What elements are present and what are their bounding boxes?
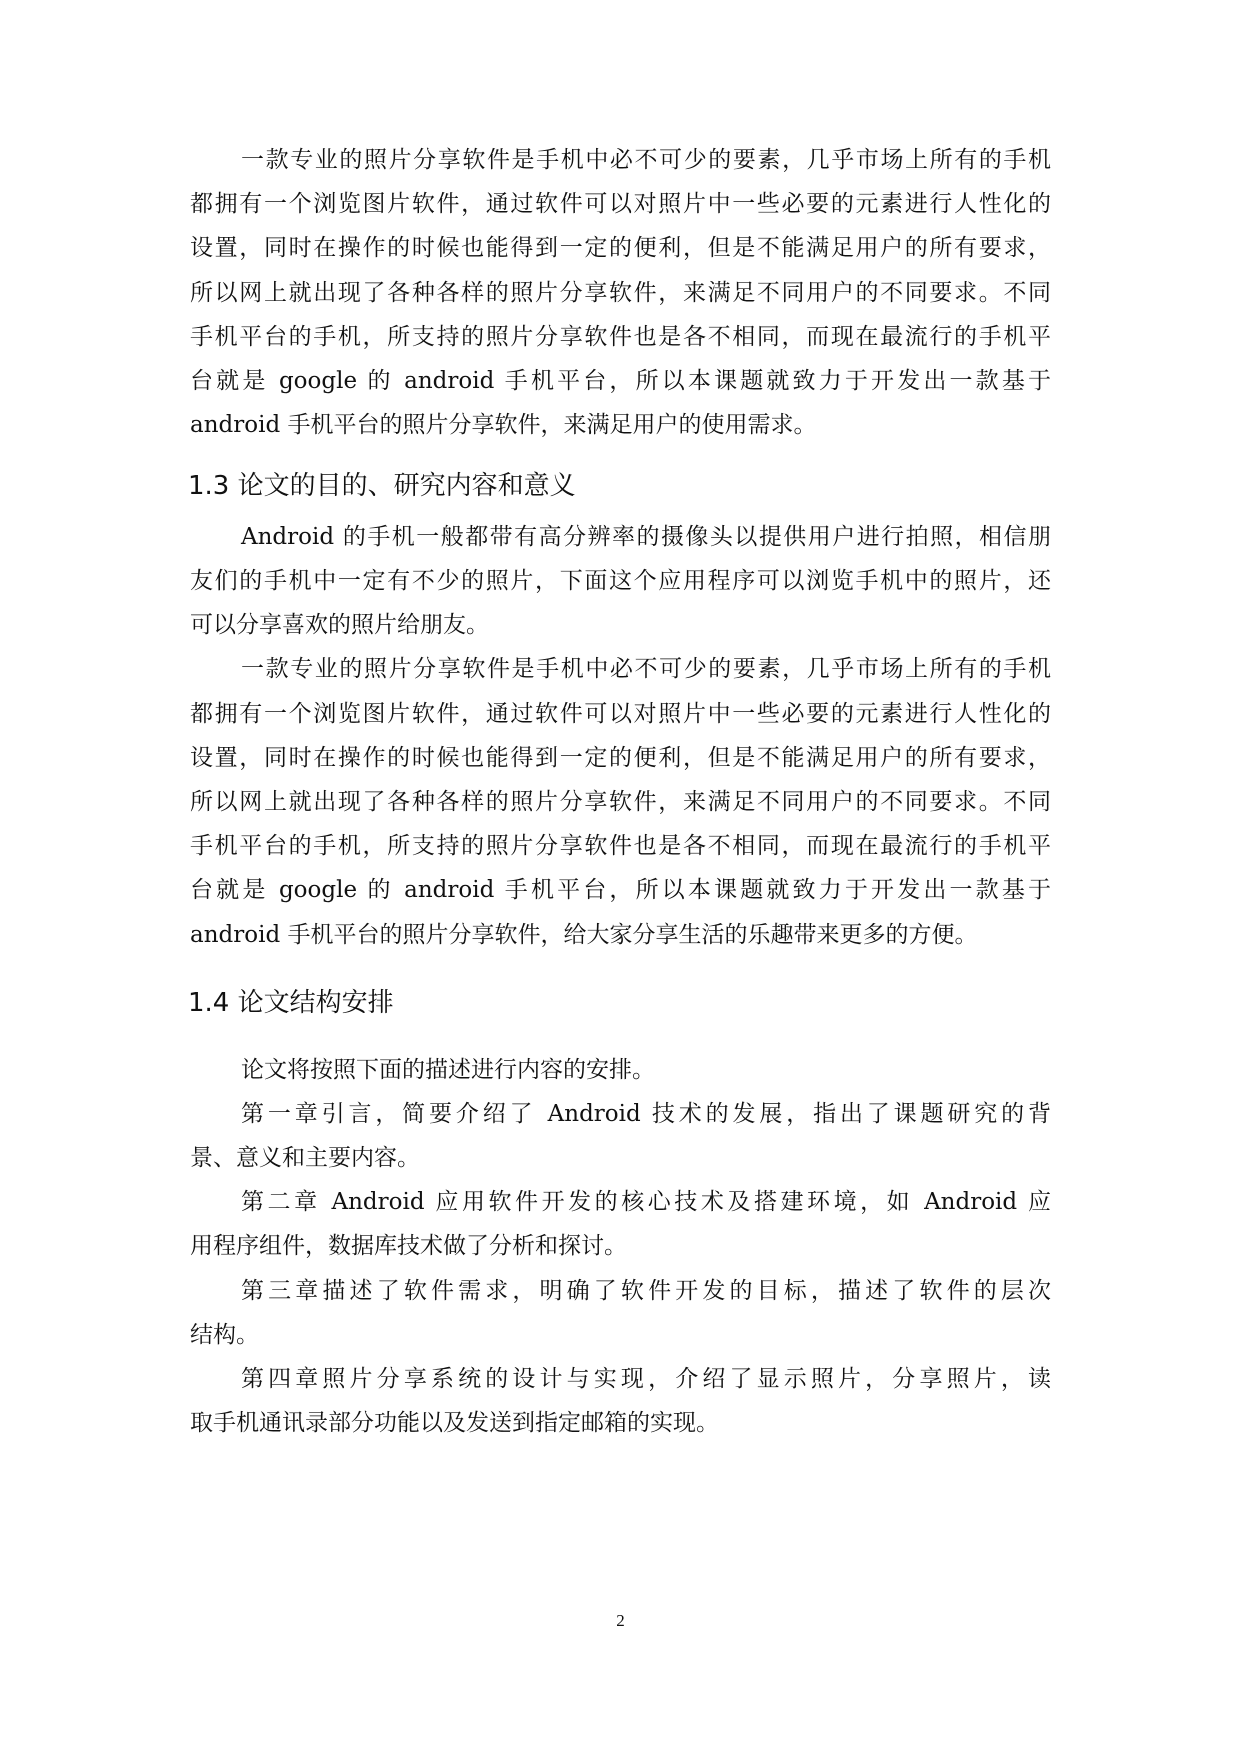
chapter-2-summary-line-2: 用程序组件，数据库技术做了分析和探讨。 xyxy=(190,1233,627,1259)
paragraph-1-line-4: 所以网上就出现了各种各样的照片分享软件，来满足不同用户的不同要求。不同 xyxy=(190,280,1051,306)
section-1-3-paragraph-b-line-1: 一款专业的照片分享软件是手机中必不可少的要素，几乎市场上所有的手机 xyxy=(241,656,1051,682)
paragraph-1-line-5: 手机平台的手机，所支持的照片分享软件也是各不相同，而现在最流行的手机平 xyxy=(190,324,1051,350)
section-1-3-paragraph-b-line-7: android 手机平台的照片分享软件，给大家分享生活的乐趣带来更多的方便。 xyxy=(190,922,978,948)
chapter-2-summary-line-1: 第二章 Android 应用软件开发的核心技术及搭建环境，如 Android 应 xyxy=(241,1189,1051,1215)
chapter-1-summary-line-2: 景、意义和主要内容。 xyxy=(190,1145,420,1171)
paragraph-1-line-3: 设置，同时在操作的时候也能得到一定的便利，但是不能满足用户的所有要求， xyxy=(190,235,1051,261)
chapter-4-summary-line-2: 取手机通讯录部分功能以及发送到指定邮箱的实现。 xyxy=(190,1410,719,1436)
paragraph-1-line-2: 都拥有一个浏览图片软件，通过软件可以对照片中一些必要的元素进行人性化的 xyxy=(190,191,1051,217)
section-heading-1-3: 1.3 论文的目的、研究内容和意义 xyxy=(188,471,576,501)
chapter-4-summary-line-1: 第四章照片分享系统的设计与实现，介绍了显示照片，分享照片，读 xyxy=(241,1366,1051,1392)
section-1-3-paragraph-b-line-4: 所以网上就出现了各种各样的照片分享软件，来满足不同用户的不同要求。不同 xyxy=(190,789,1051,815)
section-heading-1-4: 1.4 论文结构安排 xyxy=(188,988,394,1018)
section-1-3-paragraph-b-line-6: 台就是 google 的 android 手机平台，所以本课题就致力于开发出一款基于 xyxy=(190,877,1051,903)
section-1-3-paragraph-b-line-5: 手机平台的手机，所支持的照片分享软件也是各不相同，而现在最流行的手机平 xyxy=(190,833,1051,859)
section-1-4-intro-line: 论文将按照下面的描述进行内容的安排。 xyxy=(241,1057,655,1083)
chapter-3-summary-line-2: 结构。 xyxy=(190,1322,259,1348)
section-1-3-paragraph-a-line-1: Android 的手机一般都带有高分辨率的摄像头以提供用户进行拍照，相信朋 xyxy=(241,524,1051,550)
chapter-3-summary-line-1: 第三章描述了软件需求，明确了软件开发的目标，描述了软件的层次 xyxy=(241,1278,1051,1304)
paragraph-1-line-6: 台就是 google 的 android 手机平台，所以本课题就致力于开发出一款基于 xyxy=(190,368,1051,394)
section-1-3-paragraph-b-line-2: 都拥有一个浏览图片软件，通过软件可以对照片中一些必要的元素进行人性化的 xyxy=(190,701,1051,727)
chapter-1-summary-line-1: 第一章引言，简要介绍了 Android 技术的发展，指出了课题研究的背 xyxy=(241,1101,1051,1127)
page-number: 2 xyxy=(616,1611,625,1630)
paragraph-1-line-1: 一款专业的照片分享软件是手机中必不可少的要素，几乎市场上所有的手机 xyxy=(241,147,1051,173)
section-1-3-paragraph-b-line-3: 设置，同时在操作的时候也能得到一定的便利，但是不能满足用户的所有要求， xyxy=(190,745,1051,771)
section-1-3-paragraph-a-line-3: 可以分享喜欢的照片给朋友。 xyxy=(190,612,489,638)
paragraph-1-line-7: android 手机平台的照片分享软件，来满足用户的使用需求。 xyxy=(190,412,817,438)
section-1-3-paragraph-a-line-2: 友们的手机中一定有不少的照片，下面这个应用程序可以浏览手机中的照片，还 xyxy=(190,568,1051,594)
